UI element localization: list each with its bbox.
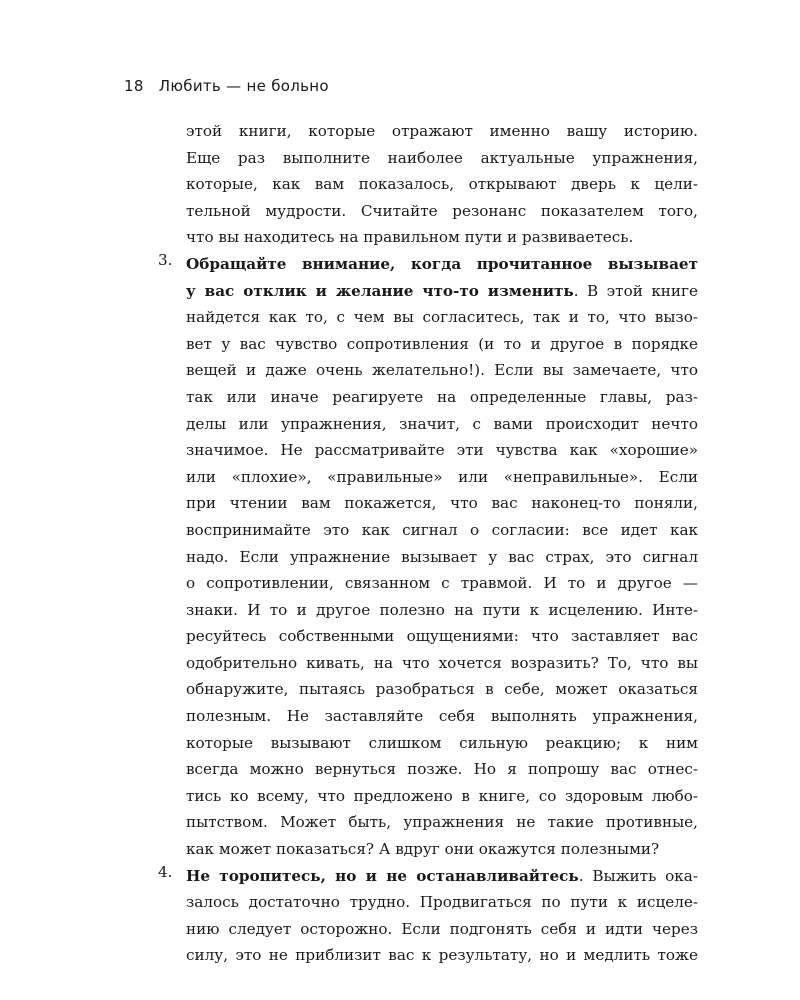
text-fragment: . В этой книге (573, 281, 698, 300)
text-line: залось достаточно трудно. Продвигаться по пути к исцеле- (186, 893, 698, 912)
text-line: которые, как вам показалось, открывают дверь к цели- (186, 175, 698, 194)
text-line: которые вызывают слишком сильную реакцию; к ним (186, 733, 698, 752)
text-line: всегда можно вернуться позже. Но я попрошу вас отнес- (186, 760, 698, 779)
text-line: так или иначе реагируете на определенные главы, раз- (186, 387, 698, 406)
text-line: значимое. Не рассматривайте эти чувства как «хорошие» (186, 441, 698, 460)
text-line: надо. Если упражнение вызывает у вас страх, это сигнал (186, 547, 698, 566)
text-line: нию следует осторожно. Если подгонять себя и идти через (186, 919, 698, 938)
bold-heading: Не торопитесь, но и не останавливайтесь (186, 866, 579, 885)
text-line: как может показаться? А вдруг они окажутся полезными? (186, 840, 660, 859)
text-line: полезным. Не заставляйте себя выполнять упражнения, (186, 707, 698, 726)
text-line: силу, это не приблизит вас к результату, но и медлить тоже (186, 946, 698, 965)
list-number: 4. (158, 862, 173, 881)
text-line: пытством. Может быть, упражнения не такие противные, (186, 813, 698, 832)
text-line: тись ко всему, что предложено в книге, со здоровым любо- (186, 786, 698, 805)
bold-heading-line: Обращайте внимание, когда прочитанное вызывает (186, 254, 698, 273)
list-item-4 (158, 863, 698, 969)
text-line: Еще раз выполните наиболее актуальные упражнения, (186, 148, 698, 167)
text-line: вещей и даже очень желательно!). Если вы замечаете, что (186, 361, 698, 380)
text-line: воспринимайте это как сигнал о согласии: все идет как (186, 520, 698, 539)
list-item-3 (158, 251, 698, 863)
text-fragment: . Выжить ока- (578, 866, 698, 885)
text-line: найдется как то, с чем вы согласитесь, так и то, что вызо- (186, 308, 698, 327)
text-line: при чтении вам покажется, что вас наконец-то поняли, (186, 494, 698, 513)
text-line: этой книги, которые отражают именно вашу историю. (186, 122, 698, 140)
text-line: одобрительно кивать, на что хочется возразить? То, что вы (186, 653, 698, 672)
text-line: обнаружите, пытаясь разобраться в себе, может оказаться (186, 680, 698, 699)
text-line: вет у вас чувство сопротивления (и то и другое в порядке (186, 334, 698, 353)
text-line: ресуйтесь собственными ощущениями: что заставляет вас (186, 627, 698, 646)
list-number: 3. (158, 250, 173, 269)
text-line: тельной мудрости. Считайте резонанс показателем того, (186, 201, 698, 220)
text-line: о сопротивлении, связанном с травмой. И то и другое — (186, 574, 698, 593)
running-header (124, 77, 329, 95)
running-title: Любить — не больно (158, 77, 329, 95)
text-line: делы или упражнения, значит, с вами происходит нечто (186, 414, 698, 433)
text-line: знаки. И то и другое полезно на пути к исцелению. Инте- (186, 600, 698, 619)
page-body (158, 118, 698, 969)
text-line: или «плохие», «правильные» или «неправильные». Если (186, 467, 698, 486)
text-line: что вы находитесь на правильном пути и развиваетесь. (186, 228, 634, 247)
page-number: 18 (124, 77, 144, 95)
bold-heading-line: у вас отклик и желание что-то изменить (186, 281, 574, 300)
